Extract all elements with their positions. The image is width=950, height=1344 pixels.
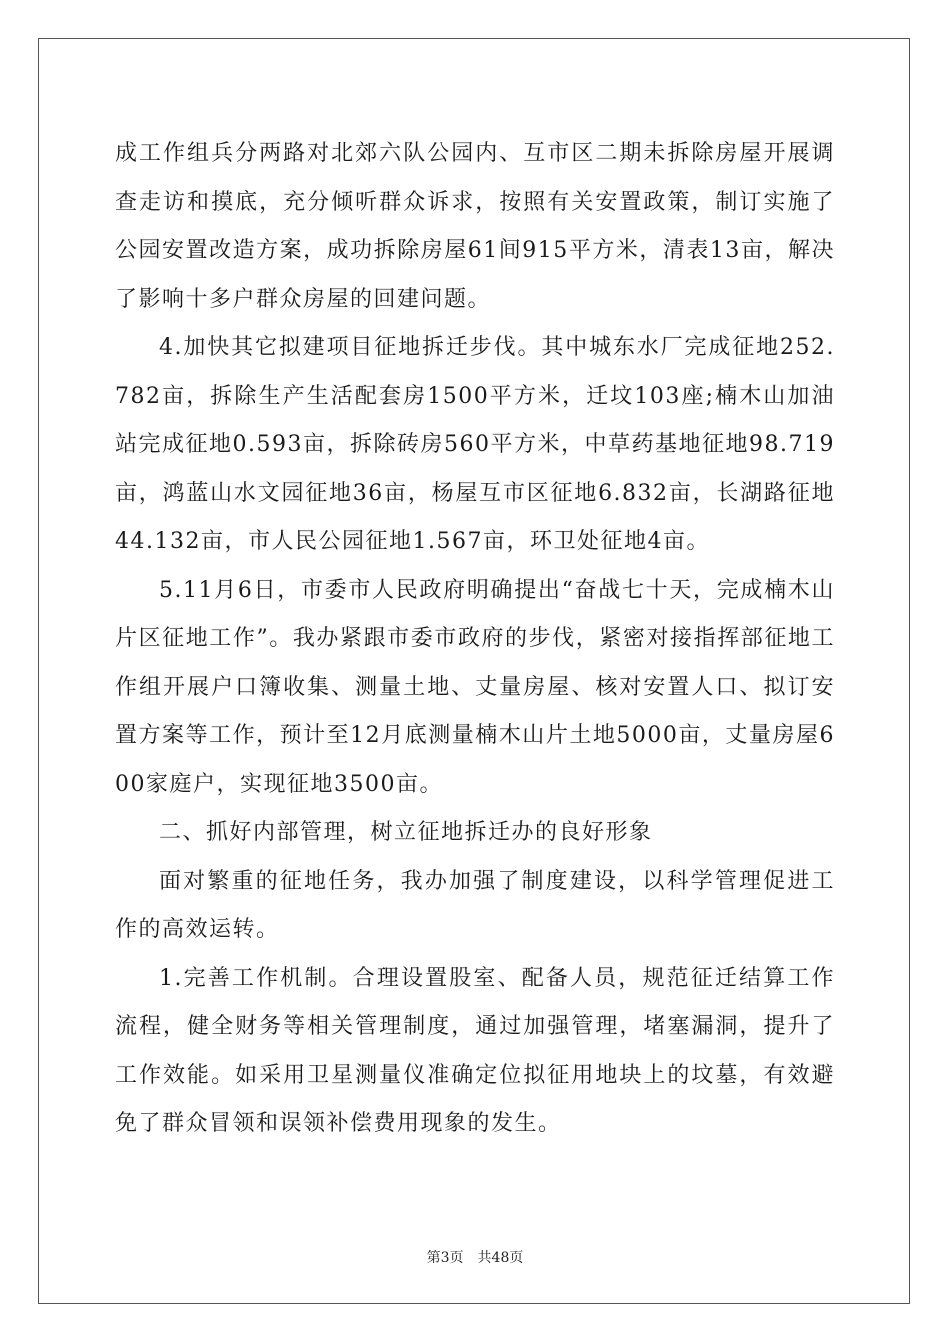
total-pages: 共48页 [477, 1250, 524, 1266]
document-body [115, 130, 835, 1149]
paragraph-2: 4.加快其它拟建项目征地拆迁步伐。其中城东水厂完成征地252.782亩，拆除生产生活配套房1500平方米，迁坟103座;楠木山加油站完成征地0.593亩，拆除砖房560平方米，中草药基地征地98.719亩，鸿蓝山水文园征地36亩，杨屋互市区征地6.832亩，长湖路征地44.132亩，市人民公园征地1.567亩，环卫处征地4亩。 [115, 335, 835, 554]
page-footer [0, 1247, 950, 1267]
paragraph-6: 1.完善工作机制。合理设置股室、配备人员，规范征迁结算工作流程，健全财务等相关管理制度，通过加强管理，堵塞漏洞，提升了工作效能。如采用卫星测量仪准确定位拟征用地块上的坟墓，有效避免了群众冒领和误领补偿费用现象的发生。 [115, 965, 835, 1136]
paragraph-3: 5.11月6日，市委市人民政府明确提出“奋战七十天，完成楠木山片区征地工作”。我办紧跟市委市政府的步伐，紧密对接指挥部征地工作组开展户口簿收集、测量土地、丈量房屋、核对安置人口、拟订安置方案等工作，预计至12月底测量楠木山片土地5000亩，丈量房屋600家庭户，实现征地3500亩。 [115, 577, 835, 797]
page-number: 第3页 [426, 1250, 464, 1266]
paragraph-1: 成工作组兵分两路对北郊六队公园内、互市区二期未拆除房屋开展调查走访和摸底，充分倾听群众诉求，按照有关安置政策，制订实施了公园安置改造方案，成功拆除房屋61间915平方米，清表13亩，解决了影响十多户群众房屋的回建问题。 [115, 141, 835, 312]
paragraph-5: 面对繁重的征地任务，我办加强了制度建设，以科学管理促进工作的高效运转。 [115, 868, 835, 942]
section-heading: 二、抓好内部管理，树立征地拆迁办的良好形象 [159, 820, 653, 845]
